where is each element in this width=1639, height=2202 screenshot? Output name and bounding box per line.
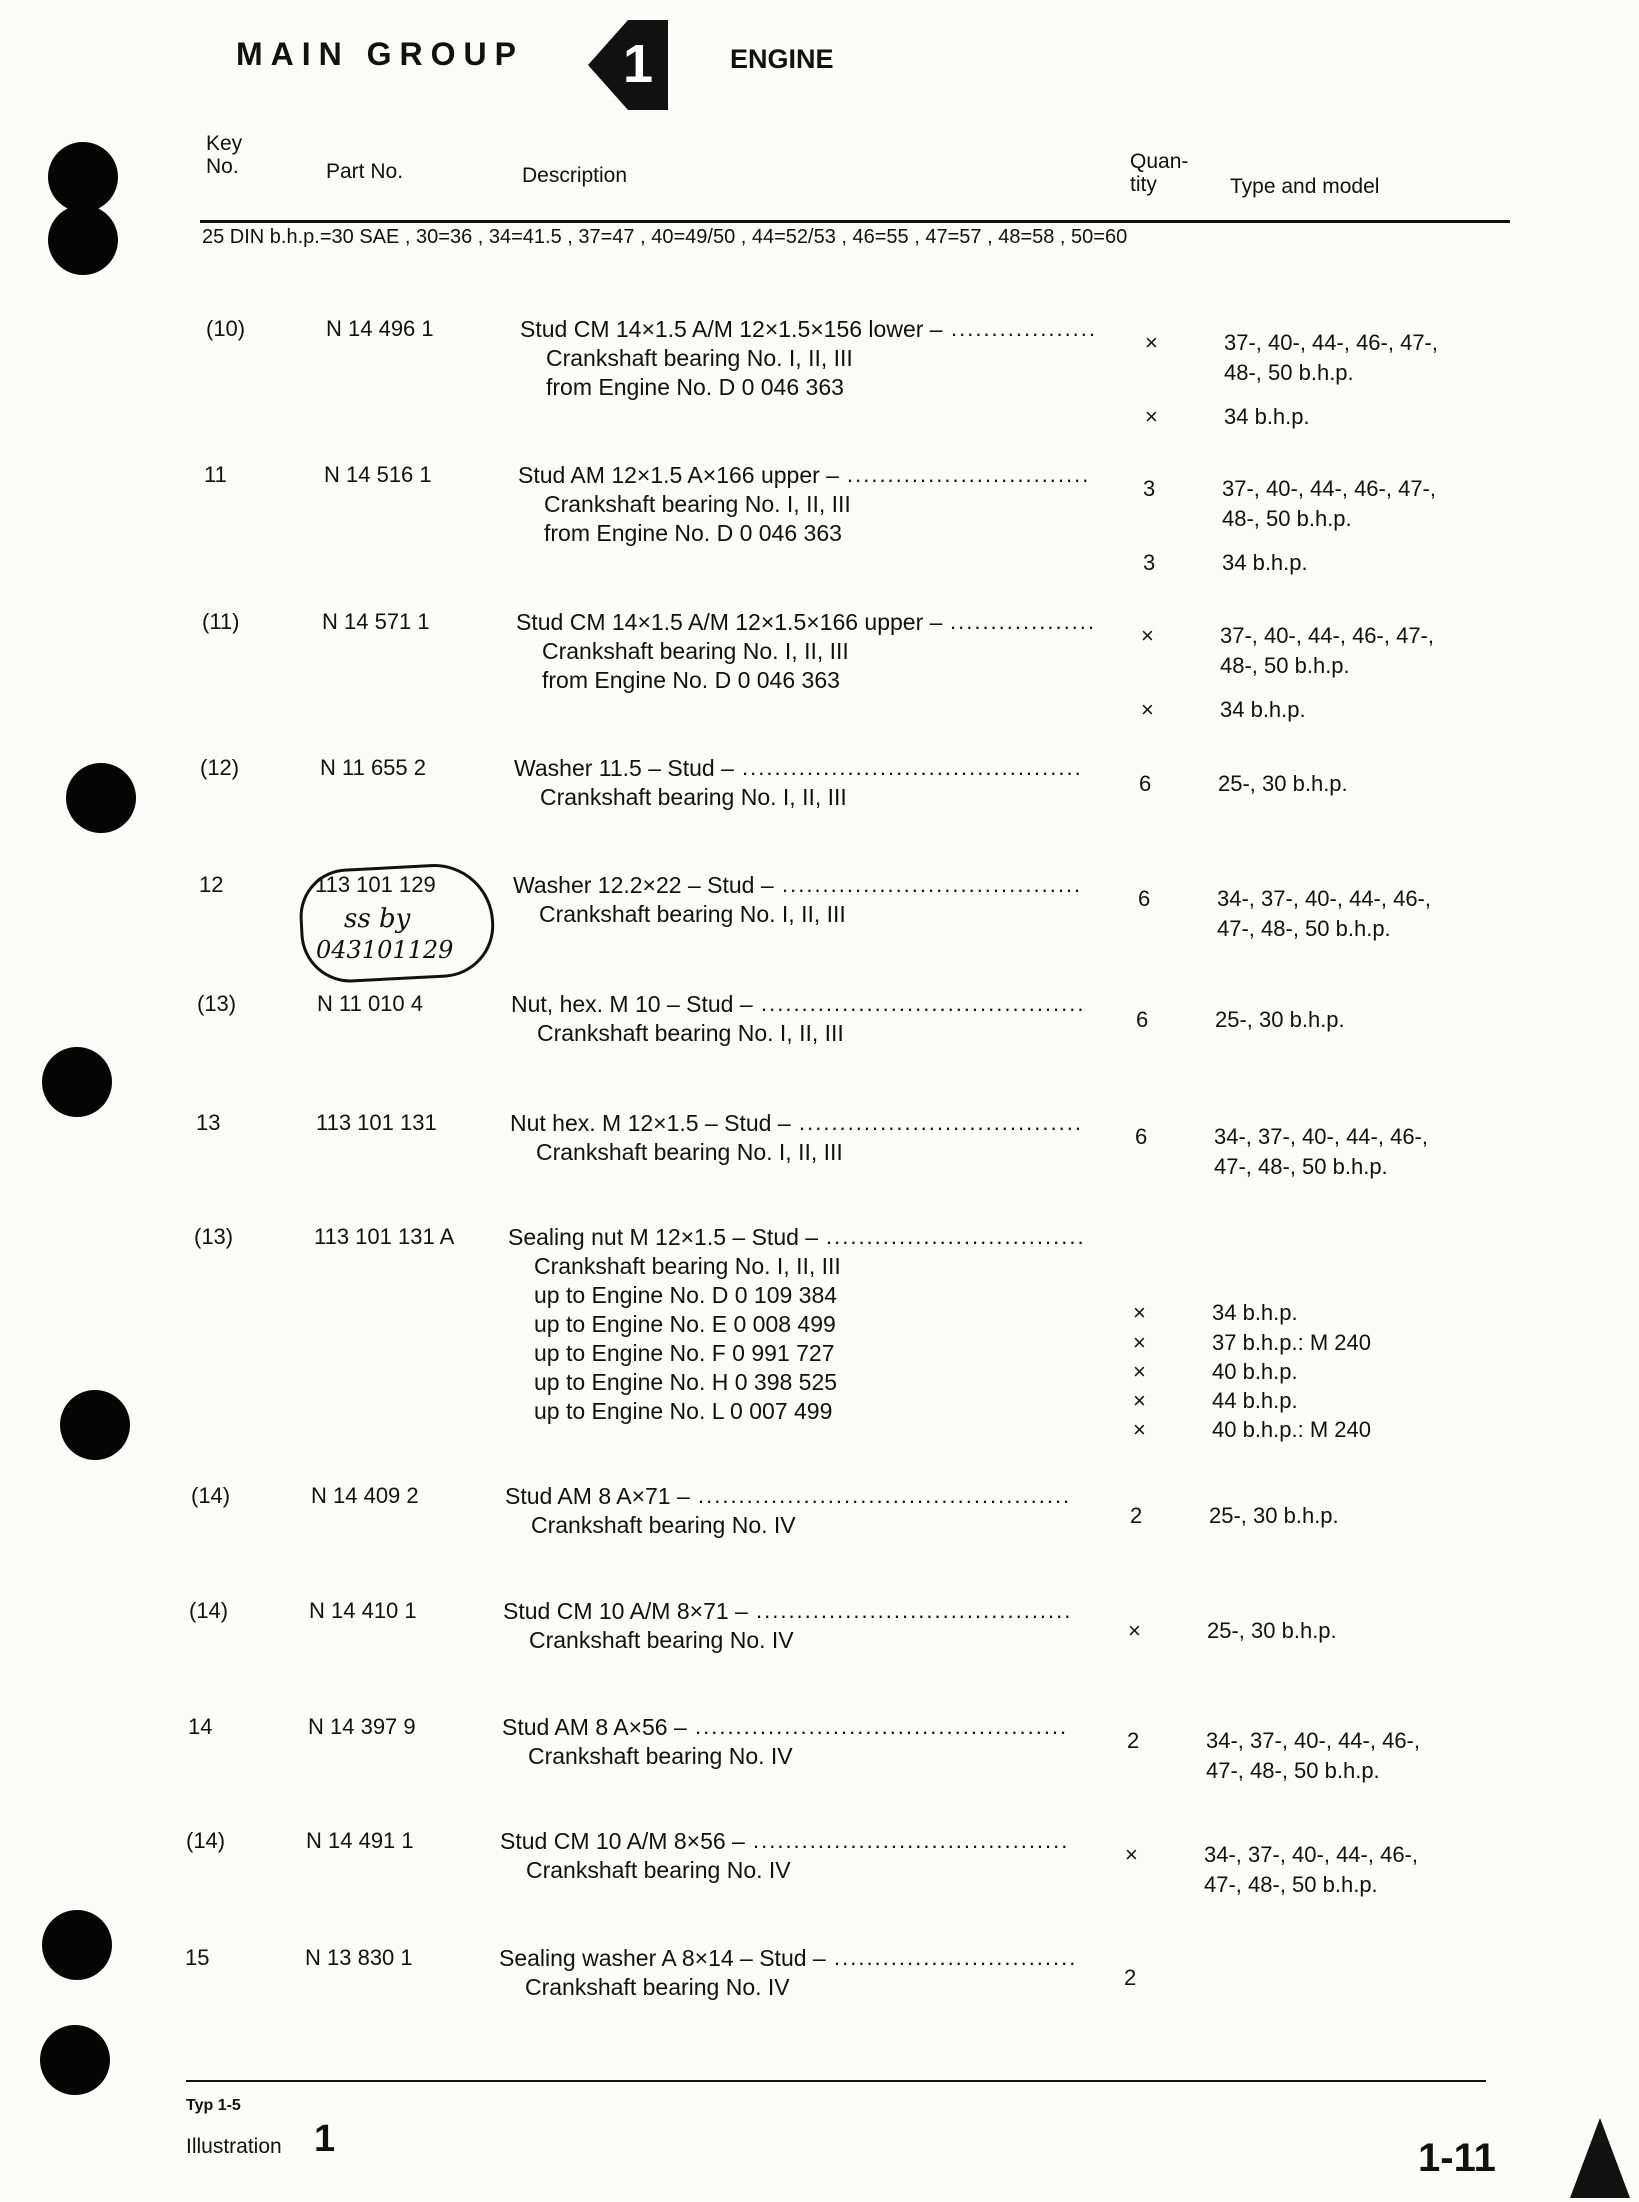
key-number: (13) xyxy=(194,1224,234,1249)
punch-hole xyxy=(40,2025,110,2095)
part-description-detail: from Engine No. D 0 046 363 xyxy=(544,520,842,546)
type-model: 25-, 30 b.h.p. xyxy=(1218,771,1348,796)
part-description: Stud CM 14×1.5 A/M 12×1.5×156 lower – xyxy=(520,316,943,342)
quantity: 2 xyxy=(1130,1503,1143,1528)
dot-leader: ........................................ xyxy=(761,991,1086,1016)
type-model: 34-, 37-, 40-, 44-, 46-, xyxy=(1217,886,1431,911)
part-description: Nut hex. M 12×1.5 – Stud – xyxy=(510,1110,791,1136)
part-description: Washer 11.5 – Stud – xyxy=(514,755,734,781)
part-number: N 14 409 2 xyxy=(311,1483,419,1508)
quantity: × xyxy=(1133,1388,1146,1413)
quantity: × xyxy=(1125,1842,1138,1867)
key-number: (12) xyxy=(200,755,240,780)
dot-leader: .......................................... xyxy=(742,755,1083,780)
dot-leader: .............................................. xyxy=(695,1714,1069,1739)
quantity: × xyxy=(1141,697,1154,722)
quantity: × xyxy=(1141,623,1154,648)
part-description-detail: Crankshaft bearing No. IV xyxy=(526,1857,791,1883)
part-description-detail: from Engine No. D 0 046 363 xyxy=(546,374,844,400)
part-description-detail: Crankshaft bearing No. I, II, III xyxy=(542,638,849,664)
part-description-detail: Crankshaft bearing No. IV xyxy=(529,1627,794,1653)
col-description: Description xyxy=(522,164,628,187)
part-number: N 11 010 4 xyxy=(317,991,424,1016)
col-part-no: Part No. xyxy=(326,160,404,183)
type-model: 34 b.h.p. xyxy=(1220,697,1306,722)
part-description-detail: Crankshaft bearing No. I, II, III xyxy=(536,1139,843,1165)
part-description-detail: Crankshaft bearing No. I, II, III xyxy=(546,345,853,371)
main-group-label: MAIN GROUP xyxy=(236,36,524,72)
part-description: Stud AM 12×1.5 A×166 upper – xyxy=(518,462,839,488)
type-model: 48-, 50 b.h.p. xyxy=(1222,506,1352,531)
key-number: (14) xyxy=(186,1828,226,1853)
part-number: N 14 571 1 xyxy=(322,609,430,634)
punch-hole xyxy=(60,1390,130,1460)
dot-leader: .............................................. xyxy=(698,1483,1072,1508)
part-description: Stud CM 10 A/M 8×71 – xyxy=(503,1598,748,1624)
header-rule xyxy=(200,220,1510,223)
part-number: N 14 397 9 xyxy=(308,1714,416,1739)
type-model: 47-, 48-, 50 b.h.p. xyxy=(1214,1154,1388,1179)
corner-tab-icon xyxy=(1570,2118,1630,2198)
type-model: 25-, 30 b.h.p. xyxy=(1209,1503,1339,1528)
type-model: 37 b.h.p.: M 240 xyxy=(1212,1330,1371,1355)
footer-illustration-label: Illustration xyxy=(186,2135,282,2158)
type-model: 34-, 37-, 40-, 44-, 46-, xyxy=(1214,1124,1428,1149)
quantity: × xyxy=(1133,1417,1146,1442)
part-number: N 14 410 1 xyxy=(309,1598,417,1623)
quantity: 6 xyxy=(1136,1007,1149,1032)
group-number-badge xyxy=(588,20,668,110)
type-model: 34 b.h.p. xyxy=(1224,404,1310,429)
quantity: × xyxy=(1145,404,1158,429)
type-model: 48-, 50 b.h.p. xyxy=(1224,360,1354,385)
part-description-detail: Crankshaft bearing No. IV xyxy=(531,1512,796,1538)
key-number: (14) xyxy=(189,1598,229,1623)
type-model: 40 b.h.p. xyxy=(1212,1359,1298,1384)
dot-leader: ....................................... xyxy=(753,1828,1070,1853)
part-description: Stud AM 8 A×71 – xyxy=(505,1483,690,1509)
type-model: 34 b.h.p. xyxy=(1222,550,1308,575)
part-description-detail: Crankshaft bearing No. I, II, III xyxy=(544,491,851,517)
part-description-detail: up to Engine No. E 0 008 499 xyxy=(534,1311,836,1337)
key-number: 12 xyxy=(199,872,224,897)
key-number: (11) xyxy=(202,609,240,634)
part-number: N 14 516 1 xyxy=(324,462,432,487)
part-number: N 13 830 1 xyxy=(305,1945,413,1970)
key-number: 15 xyxy=(185,1945,210,1970)
part-number: N 14 496 1 xyxy=(326,316,434,341)
type-model: 48-, 50 b.h.p. xyxy=(1220,653,1350,678)
key-number: (13) xyxy=(197,991,237,1016)
type-model: 34-, 37-, 40-, 44-, 46-, xyxy=(1206,1728,1420,1753)
handwritten-note-line2: 043101129 xyxy=(316,936,454,964)
quantity: × xyxy=(1145,330,1158,355)
quantity: 2 xyxy=(1124,1965,1137,1990)
part-number: N 14 491 1 xyxy=(306,1828,414,1853)
type-model: 37-, 40-, 44-, 46-, 47-, xyxy=(1224,330,1438,355)
type-model: 37-, 40-, 44-, 46-, 47-, xyxy=(1220,623,1434,648)
part-description: Nut, hex. M 10 – Stud – xyxy=(511,991,753,1017)
part-number: 113 101 131 xyxy=(316,1110,437,1135)
part-description: Sealing nut M 12×1.5 – Stud – xyxy=(508,1224,819,1250)
part-description: Washer 12.2×22 – Stud – xyxy=(513,872,774,898)
part-description-detail: up to Engine No. F 0 991 727 xyxy=(534,1340,835,1366)
part-description-detail: Crankshaft bearing No. IV xyxy=(525,1974,790,2000)
quantity: 6 xyxy=(1139,771,1152,796)
quantity: 6 xyxy=(1135,1124,1148,1149)
dot-leader: .............................. xyxy=(834,1945,1078,1970)
dot-leader: ................................ xyxy=(826,1224,1086,1249)
type-model: 25-, 30 b.h.p. xyxy=(1215,1007,1345,1032)
col-quantity: Quan- tity xyxy=(1130,150,1189,196)
key-number: 13 xyxy=(196,1110,221,1135)
dot-leader: .................. xyxy=(951,316,1098,341)
group-number: 1 xyxy=(622,34,654,94)
part-description-detail: from Engine No. D 0 046 363 xyxy=(542,667,840,693)
type-model: 47-, 48-, 50 b.h.p. xyxy=(1206,1758,1380,1783)
type-model: 34 b.h.p. xyxy=(1212,1300,1298,1325)
part-description-detail: up to Engine No. D 0 109 384 xyxy=(534,1282,838,1308)
type-model: 25-, 30 b.h.p. xyxy=(1207,1618,1337,1643)
punch-hole xyxy=(42,1910,112,1980)
part-description-detail: Crankshaft bearing No. I, II, III xyxy=(534,1253,841,1279)
part-description-detail: up to Engine No. H 0 398 525 xyxy=(534,1369,838,1395)
quantity: 2 xyxy=(1127,1728,1140,1753)
quantity: 6 xyxy=(1138,886,1151,911)
type-model: 37-, 40-, 44-, 46-, 47-, xyxy=(1222,476,1436,501)
key-number: (14) xyxy=(191,1483,231,1508)
quantity: 3 xyxy=(1143,476,1156,501)
power-equivalence-line: 25 DIN b.h.p.=30 SAE , 30=36 , 34=41.5 , 37=47 , 40=49/50 , 44=52/53 , 46=55 , 47=57 , 48=58 , 50=60 xyxy=(202,226,1128,248)
footer-illustration-number: 1 xyxy=(314,2118,336,2160)
type-model: 40 b.h.p.: M 240 xyxy=(1212,1417,1371,1442)
type-model: 44 b.h.p. xyxy=(1212,1388,1298,1413)
key-number: 11 xyxy=(204,462,227,487)
part-number: 113 101 131 A xyxy=(314,1224,455,1249)
dot-leader: ....................................... xyxy=(756,1598,1073,1623)
part-number: 113 101 129 xyxy=(315,872,436,897)
punch-hole xyxy=(48,205,118,275)
dot-leader: ................................... xyxy=(799,1110,1083,1135)
type-model: 47-, 48-, 50 b.h.p. xyxy=(1204,1872,1378,1897)
page-number: 1-11 xyxy=(1418,2136,1496,2180)
section-title: ENGINE xyxy=(730,44,834,74)
punch-hole xyxy=(42,1047,112,1117)
col-type-model: Type and model xyxy=(1230,175,1380,198)
part-description-detail: up to Engine No. L 0 007 499 xyxy=(534,1398,833,1424)
dot-leader: .............................. xyxy=(847,462,1091,487)
type-model: 34-, 37-, 40-, 44-, 46-, xyxy=(1204,1842,1418,1867)
part-description: Sealing washer A 8×14 – Stud – xyxy=(499,1945,826,1971)
part-description: Stud CM 10 A/M 8×56 – xyxy=(500,1828,745,1854)
key-number: 14 xyxy=(188,1714,213,1739)
group-badge-icon xyxy=(588,20,668,110)
part-description-detail: Crankshaft bearing No. I, II, III xyxy=(537,1020,844,1046)
part-description: Stud CM 14×1.5 A/M 12×1.5×166 upper – xyxy=(516,609,943,635)
punch-hole xyxy=(66,763,136,833)
quantity: × xyxy=(1133,1300,1146,1325)
part-number: N 11 655 2 xyxy=(320,755,427,780)
dot-leader: ..................................... xyxy=(782,872,1083,897)
part-description-detail: Crankshaft bearing No. I, II, III xyxy=(539,901,846,927)
quantity: × xyxy=(1133,1330,1146,1355)
dot-leader: .................. xyxy=(950,609,1097,634)
footer-type-label: Typ 1-5 xyxy=(186,2097,241,2114)
part-description-detail: Crankshaft bearing No. IV xyxy=(528,1743,793,1769)
quantity: × xyxy=(1133,1359,1146,1384)
part-description-detail: Crankshaft bearing No. I, II, III xyxy=(540,784,847,810)
part-description: Stud AM 8 A×56 – xyxy=(502,1714,687,1740)
key-number: (10) xyxy=(206,316,246,341)
type-model: 47-, 48-, 50 b.h.p. xyxy=(1217,916,1391,941)
quantity: 3 xyxy=(1143,550,1156,575)
quantity: × xyxy=(1128,1618,1141,1643)
col-key-no: Key No. xyxy=(206,132,243,178)
handwritten-note-line1: ss by xyxy=(344,904,411,934)
punch-hole xyxy=(48,142,118,212)
footer-rule xyxy=(186,2080,1486,2082)
